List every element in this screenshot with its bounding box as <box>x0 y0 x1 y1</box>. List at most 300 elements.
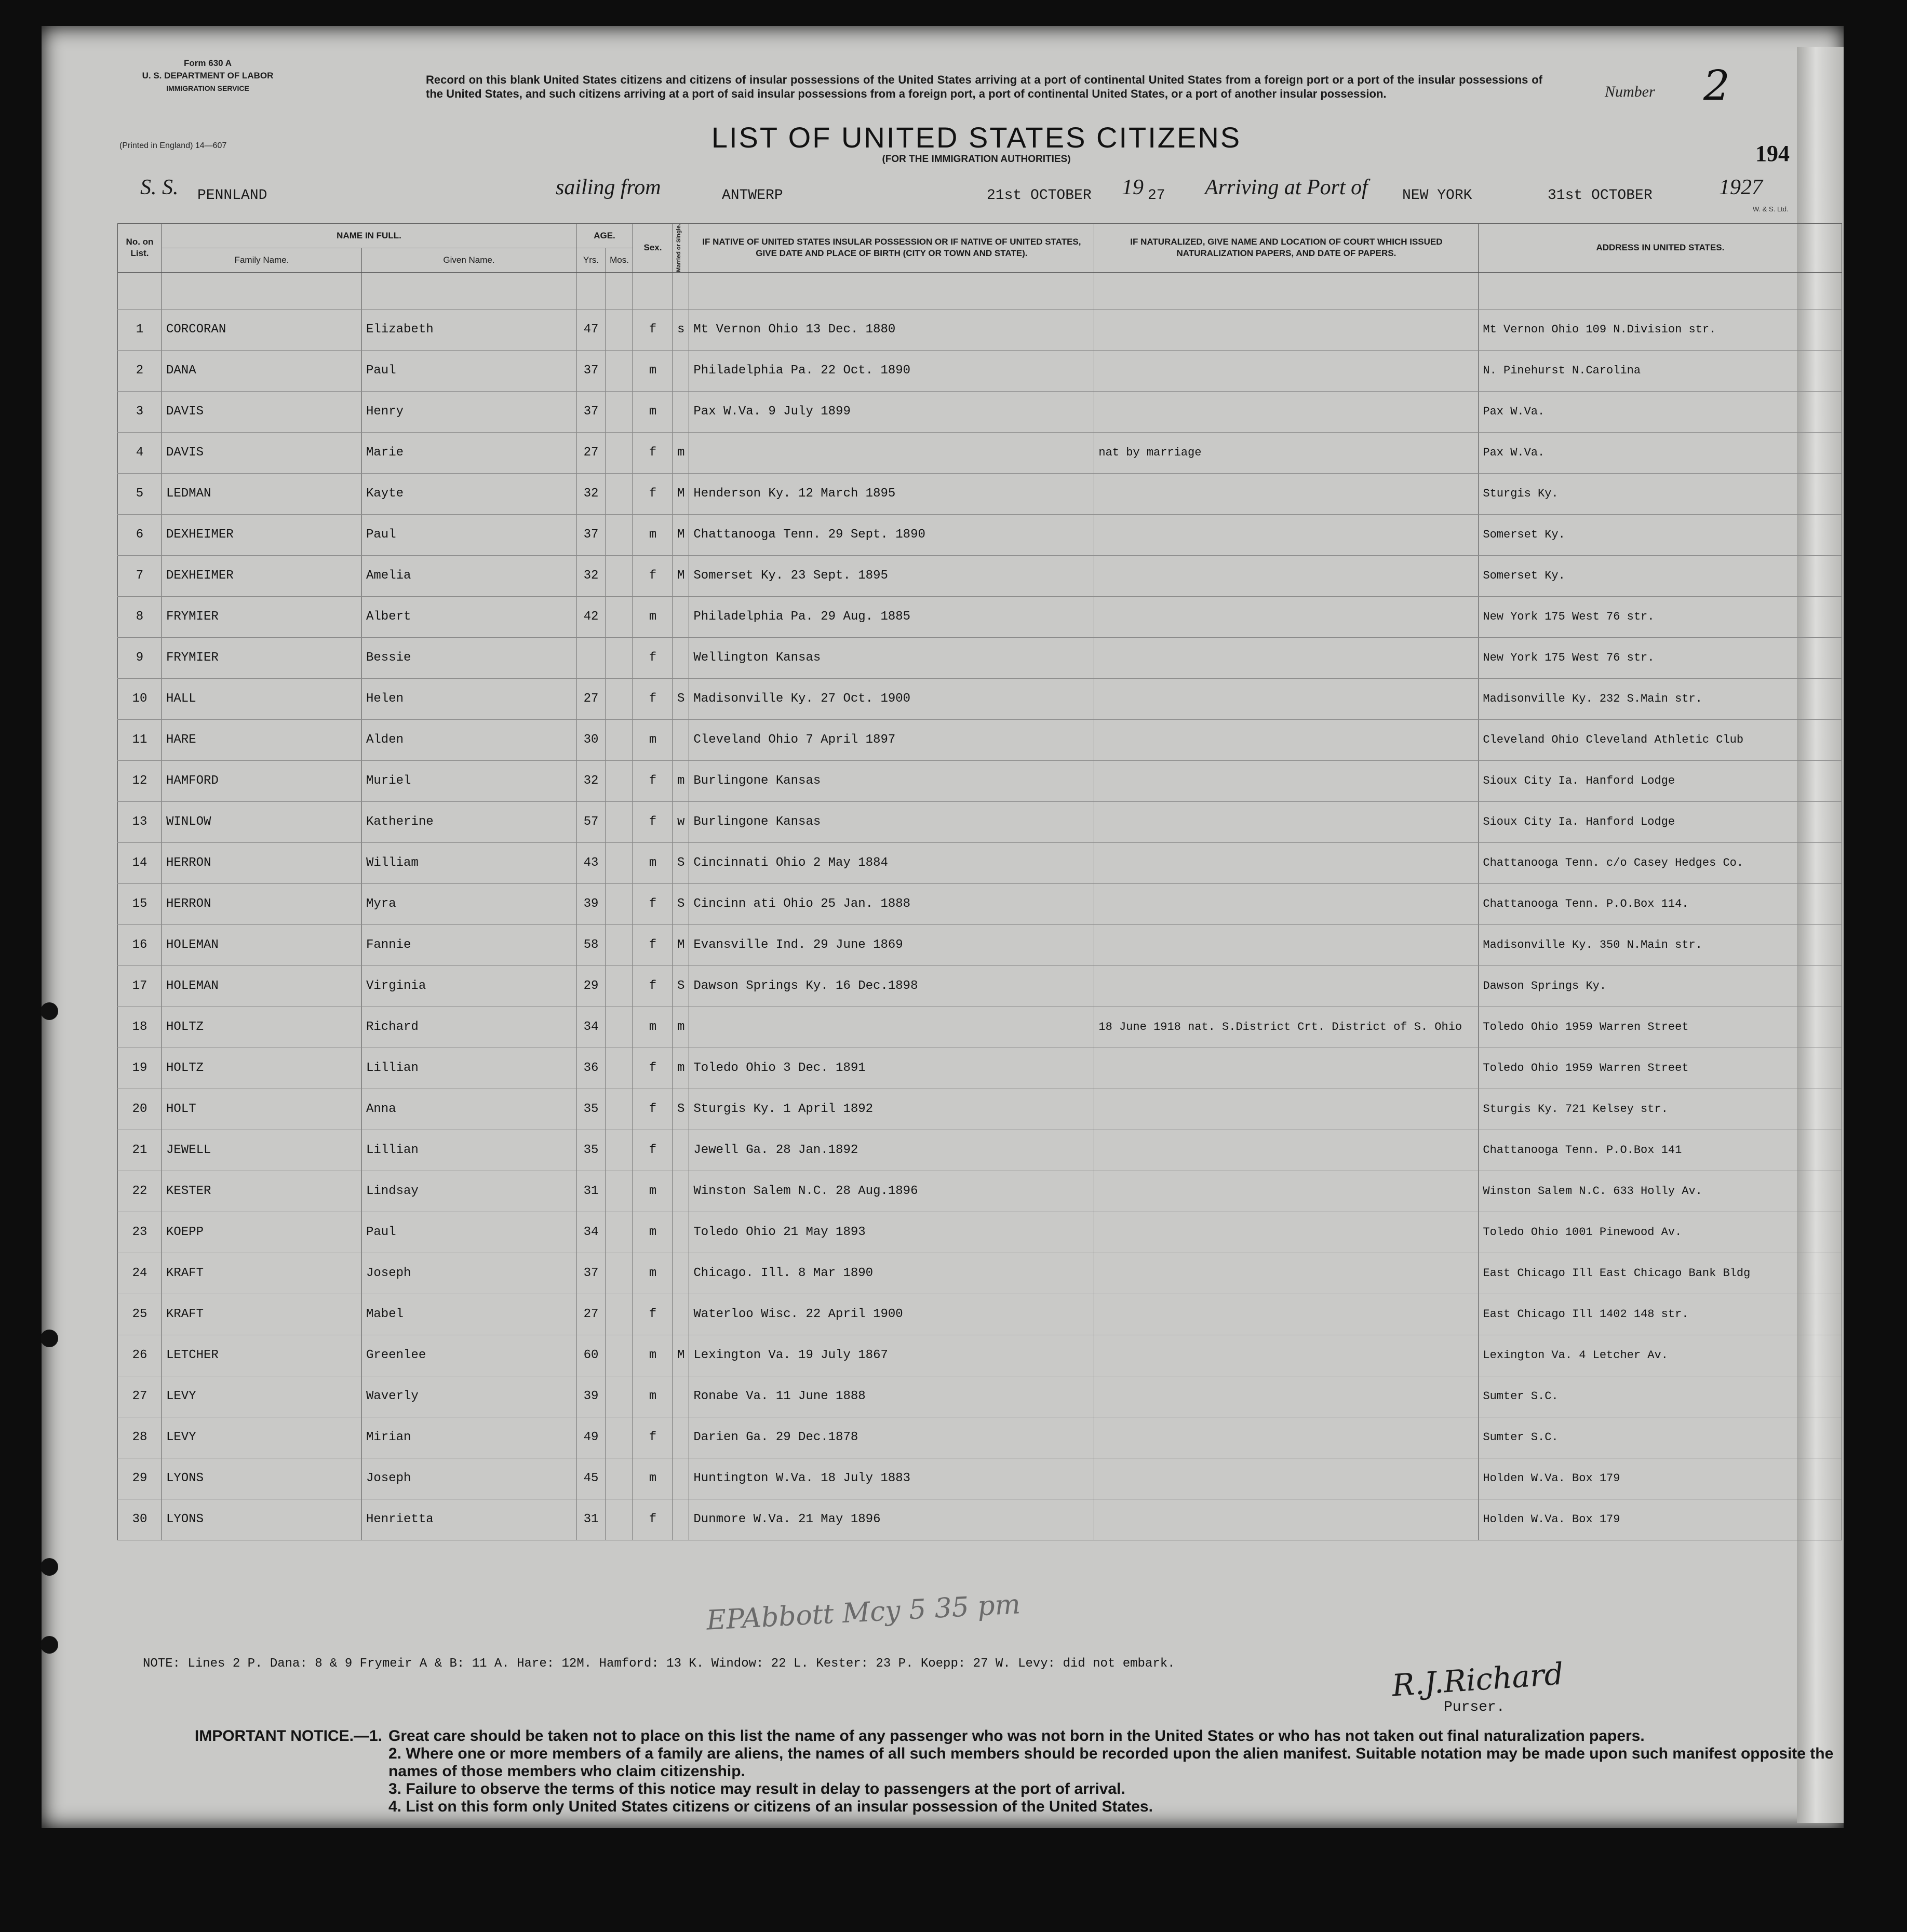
row-number: 8 <box>118 596 162 637</box>
arrival-year: 1927 <box>1719 176 1763 199</box>
given-name: Bessie <box>362 637 576 678</box>
family-name: KRAFT <box>162 1294 362 1335</box>
sailing-date: 21st OCTOBER <box>987 187 1092 204</box>
birth-place: Sturgis Ky. 1 April 1892 <box>689 1089 1094 1130</box>
family-name: HOLTZ <box>162 1007 362 1048</box>
sex: m <box>633 514 673 555</box>
row-number: 13 <box>118 801 162 842</box>
age-years: 31 <box>576 1171 606 1212</box>
table-body <box>118 272 1842 1540</box>
marital-status: s <box>673 309 689 350</box>
age-years: 43 <box>576 842 606 883</box>
birth-place: Cleveland Ohio 7 April 1897 <box>689 719 1094 760</box>
row-number: 29 <box>118 1458 162 1499</box>
birth-place: Philadelphia Pa. 22 Oct. 1890 <box>689 350 1094 391</box>
marital-status <box>673 1499 689 1540</box>
naturalization <box>1094 1335 1479 1376</box>
given-name: Katherine <box>362 801 576 842</box>
given-name: Helen <box>362 678 576 719</box>
form-number: Form 630 A <box>184 58 232 68</box>
given-name: Marie <box>362 432 576 473</box>
given-name: Joseph <box>362 1253 576 1294</box>
page-subtitle: (FOR THE IMMIGRATION AUTHORITIES) <box>882 154 1071 165</box>
age-years: 31 <box>576 1499 606 1540</box>
given-name: Henrietta <box>362 1499 576 1540</box>
address: Chattanooga Tenn. c/o Casey Hedges Co. <box>1479 842 1842 883</box>
sex: m <box>633 391 673 432</box>
sex: f <box>633 1130 673 1171</box>
age-years: 32 <box>576 760 606 801</box>
birth-place: Mt Vernon Ohio 13 Dec. 1880 <box>689 309 1094 350</box>
notice-item-1: Great care should be taken not to place on this list the name of any passenger who was not born in the United States or who has not taken out final naturalization papers. <box>388 1727 1645 1745</box>
address: Dawson Springs Ky. <box>1479 965 1842 1007</box>
sex: f <box>633 1499 673 1540</box>
age-months <box>606 842 633 883</box>
birth-place: Toledo Ohio 3 Dec. 1891 <box>689 1048 1094 1089</box>
given-name: Albert <box>362 596 576 637</box>
purser-label: Purser. <box>1444 1699 1505 1715</box>
given-name: Henry <box>362 391 576 432</box>
age-years: 57 <box>576 801 606 842</box>
sailing-from: ANTWERP <box>722 187 783 204</box>
address: Sumter S.C. <box>1479 1376 1842 1417</box>
row-number: 30 <box>118 1499 162 1540</box>
family-name: HOLEMAN <box>162 924 362 965</box>
sex: f <box>633 637 673 678</box>
purser-signature: R.J.Richard <box>1391 1656 1565 1703</box>
marital-status <box>673 719 689 760</box>
naturalization: nat by marriage <box>1094 432 1479 473</box>
address: N. Pinehurst N.Carolina <box>1479 350 1842 391</box>
table-row <box>118 391 1842 432</box>
table-row <box>118 842 1842 883</box>
age-years: 58 <box>576 924 606 965</box>
arrival-date: 31st OCTOBER <box>1548 187 1653 204</box>
marital-status <box>673 1417 689 1458</box>
ship-name: PENNLAND <box>197 187 267 204</box>
sail-year: 27 <box>1148 187 1165 204</box>
service-name: IMMIGRATION SERVICE <box>166 84 249 92</box>
naturalization <box>1094 350 1479 391</box>
sex: f <box>633 432 673 473</box>
age-months <box>606 1376 633 1417</box>
birth-place <box>689 432 1094 473</box>
sex: m <box>633 1007 673 1048</box>
birth-place: Pax W.Va. 9 July 1899 <box>689 391 1094 432</box>
table-row <box>118 350 1842 391</box>
naturalization <box>1094 514 1479 555</box>
address: Pax W.Va. <box>1479 391 1842 432</box>
table-row <box>118 514 1842 555</box>
birth-place: Waterloo Wisc. 22 April 1900 <box>689 1294 1094 1335</box>
page-title: LIST OF UNITED STATES CITIZENS <box>711 121 1242 154</box>
blank-row <box>118 272 1842 309</box>
age-months <box>606 1253 633 1294</box>
col-given: Given Name. <box>362 248 576 272</box>
manifest-page <box>42 26 1844 1828</box>
naturalization <box>1094 1048 1479 1089</box>
family-name: KESTER <box>162 1171 362 1212</box>
family-name: KRAFT <box>162 1253 362 1294</box>
notice-item-4: 4. List on this form only United States citizens or citizens of an insular possession of the United States. <box>388 1798 1153 1815</box>
naturalization <box>1094 309 1479 350</box>
naturalization <box>1094 801 1479 842</box>
birth-place: Evansville Ind. 29 June 1869 <box>689 924 1094 965</box>
birth-place: Cincinnati Ohio 2 May 1884 <box>689 842 1094 883</box>
birth-place: Somerset Ky. 23 Sept. 1895 <box>689 555 1094 596</box>
sex: f <box>633 1048 673 1089</box>
age-months <box>606 637 633 678</box>
table-header <box>118 224 1842 273</box>
age-years: 35 <box>576 1089 606 1130</box>
col-married-label: Married or Single. <box>676 224 682 272</box>
table-row <box>118 1171 1842 1212</box>
family-name: DEXHEIMER <box>162 514 362 555</box>
table-row <box>118 1417 1842 1458</box>
passenger-table <box>117 223 1842 1540</box>
address: Madisonville Ky. 232 S.Main str. <box>1479 678 1842 719</box>
address: Somerset Ky. <box>1479 514 1842 555</box>
marital-status: M <box>673 1335 689 1376</box>
family-name: DANA <box>162 350 362 391</box>
given-name: Anna <box>362 1089 576 1130</box>
naturalization <box>1094 883 1479 924</box>
age-months <box>606 596 633 637</box>
table-row <box>118 473 1842 514</box>
given-name: Kayte <box>362 473 576 514</box>
address: East Chicago Ill East Chicago Bank Bldg <box>1479 1253 1842 1294</box>
marital-status: S <box>673 842 689 883</box>
age-years: 37 <box>576 1253 606 1294</box>
age-years: 42 <box>576 596 606 637</box>
naturalization <box>1094 1253 1479 1294</box>
table-row <box>118 1253 1842 1294</box>
inspector-stamp: EPAbbott Mcy 5 35 pm <box>705 1589 1022 1636</box>
birth-place: Henderson Ky. 12 March 1895 <box>689 473 1094 514</box>
family-name: HOLT <box>162 1089 362 1130</box>
naturalization: 18 June 1918 nat. S.District Crt. District of S. Ohio <box>1094 1007 1479 1048</box>
birth-place: Lexington Va. 19 July 1867 <box>689 1335 1094 1376</box>
table-row <box>118 637 1842 678</box>
sex: f <box>633 555 673 596</box>
family-name: DEXHEIMER <box>162 555 362 596</box>
table-row <box>118 965 1842 1007</box>
sex: m <box>633 1335 673 1376</box>
given-name: Joseph <box>362 1458 576 1499</box>
row-number: 22 <box>118 1171 162 1212</box>
address: New York 175 West 76 str. <box>1479 637 1842 678</box>
age-months <box>606 1335 633 1376</box>
table-row <box>118 760 1842 801</box>
naturalization <box>1094 1212 1479 1253</box>
family-name: DAVIS <box>162 432 362 473</box>
table-row <box>118 1089 1842 1130</box>
address: Lexington Va. 4 Letcher Av. <box>1479 1335 1842 1376</box>
birth-place: Dawson Springs Ky. 16 Dec.1898 <box>689 965 1094 1007</box>
family-name: LYONS <box>162 1499 362 1540</box>
marital-status <box>673 1130 689 1171</box>
row-number: 17 <box>118 965 162 1007</box>
naturalization <box>1094 637 1479 678</box>
marital-status <box>673 1253 689 1294</box>
birth-place: Cincinn ati Ohio 25 Jan. 1888 <box>689 883 1094 924</box>
age-months <box>606 1458 633 1499</box>
col-name: NAME IN FULL. <box>162 224 576 248</box>
given-name: Lillian <box>362 1048 576 1089</box>
marital-status <box>673 1376 689 1417</box>
marital-status: M <box>673 924 689 965</box>
printed-note: (Printed in England) 14—607 <box>119 141 227 150</box>
family-name: LYONS <box>162 1458 362 1499</box>
table-row <box>118 309 1842 350</box>
sex: m <box>633 1458 673 1499</box>
col-married <box>673 224 689 273</box>
table-row <box>118 1376 1842 1417</box>
age-years: 29 <box>576 965 606 1007</box>
naturalization <box>1094 678 1479 719</box>
family-name: HOLTZ <box>162 1048 362 1089</box>
given-name: Alden <box>362 719 576 760</box>
marital-status <box>673 1212 689 1253</box>
naturalization <box>1094 1294 1479 1335</box>
col-yrs: Yrs. <box>576 248 606 272</box>
marital-status <box>673 637 689 678</box>
age-months <box>606 1089 633 1130</box>
table-row <box>118 801 1842 842</box>
age-years <box>576 637 606 678</box>
age-months <box>606 801 633 842</box>
age-months <box>606 1499 633 1540</box>
row-number: 20 <box>118 1089 162 1130</box>
row-number: 10 <box>118 678 162 719</box>
table-row <box>118 432 1842 473</box>
birth-place: Ronabe Va. 11 June 1888 <box>689 1376 1094 1417</box>
naturalization <box>1094 1458 1479 1499</box>
ss-label: S. S. <box>140 176 179 199</box>
sail-year-prefix: 19 <box>1122 176 1144 199</box>
arrival-port: NEW YORK <box>1402 187 1472 204</box>
binder-hole <box>41 1330 58 1347</box>
row-number: 18 <box>118 1007 162 1048</box>
row-number: 9 <box>118 637 162 678</box>
row-number: 1 <box>118 309 162 350</box>
marital-status: m <box>673 760 689 801</box>
age-years: 45 <box>576 1458 606 1499</box>
family-name: FRYMIER <box>162 637 362 678</box>
age-months <box>606 1212 633 1253</box>
age-years: 49 <box>576 1417 606 1458</box>
age-years: 39 <box>576 1376 606 1417</box>
row-number: 14 <box>118 842 162 883</box>
birth-place <box>689 1007 1094 1048</box>
row-number: 12 <box>118 760 162 801</box>
table-row <box>118 1212 1842 1253</box>
col-family: Family Name. <box>162 248 362 272</box>
form-header-left <box>119 57 296 95</box>
table-row <box>118 555 1842 596</box>
address: Sioux City Ia. Hanford Lodge <box>1479 801 1842 842</box>
naturalization <box>1094 473 1479 514</box>
birth-place: Darien Ga. 29 Dec.1878 <box>689 1417 1094 1458</box>
important-notice <box>143 1727 1836 1816</box>
col-sex: Sex. <box>633 224 673 273</box>
birth-place: Chattanooga Tenn. 29 Sept. 1890 <box>689 514 1094 555</box>
age-years: 34 <box>576 1212 606 1253</box>
address: Sturgis Ky. 721 Kelsey str. <box>1479 1089 1842 1130</box>
marital-status: M <box>673 514 689 555</box>
family-name: HAMFORD <box>162 760 362 801</box>
address: Holden W.Va. Box 179 <box>1479 1499 1842 1540</box>
given-name: Mabel <box>362 1294 576 1335</box>
row-number: 23 <box>118 1212 162 1253</box>
marital-status <box>673 1294 689 1335</box>
age-months <box>606 965 633 1007</box>
address: East Chicago Ill 1402 148 str. <box>1479 1294 1842 1335</box>
age-months <box>606 719 633 760</box>
age-months <box>606 555 633 596</box>
age-months <box>606 924 633 965</box>
address: Toledo Ohio 1959 Warren Street <box>1479 1048 1842 1089</box>
given-name: Mirian <box>362 1417 576 1458</box>
department-name: U. S. DEPARTMENT OF LABOR <box>142 71 274 81</box>
family-name: HOLEMAN <box>162 965 362 1007</box>
given-name: Greenlee <box>362 1335 576 1376</box>
address: Toledo Ohio 1001 Pinewood Av. <box>1479 1212 1842 1253</box>
age-months <box>606 432 633 473</box>
page-number: 194 <box>1755 141 1790 166</box>
col-mos: Mos. <box>606 248 633 272</box>
sex: f <box>633 760 673 801</box>
marital-status: m <box>673 1007 689 1048</box>
marital-status: w <box>673 801 689 842</box>
naturalization <box>1094 1376 1479 1417</box>
row-number: 27 <box>118 1376 162 1417</box>
address: Winston Salem N.C. 633 Holly Av. <box>1479 1171 1842 1212</box>
address: Cleveland Ohio Cleveland Athletic Club <box>1479 719 1842 760</box>
col-naturalized: IF NATURALIZED, GIVE NAME AND LOCATION OF COURT WHICH ISSUED NATURALIZATION PAPERS, AND DATE OF PAPERS. <box>1094 224 1479 273</box>
naturalization <box>1094 391 1479 432</box>
row-number: 7 <box>118 555 162 596</box>
given-name: Paul <box>362 514 576 555</box>
given-name: Amelia <box>362 555 576 596</box>
address: Toledo Ohio 1959 Warren Street <box>1479 1007 1842 1048</box>
note-line: NOTE: Lines 2 P. Dana: 8 & 9 Frymeir A & B: 11 A. Hare: 12M. Hamford: 13 K. Window: 22 L. Kester: 23 P. Koepp: 27 W. Levy: did not embark. <box>143 1657 1175 1671</box>
birth-place: Philadelphia Pa. 29 Aug. 1885 <box>689 596 1094 637</box>
table-row <box>118 596 1842 637</box>
age-months <box>606 1007 633 1048</box>
notice-item-3: 3. Failure to observe the terms of this notice may result in delay to passengers at the port of arrival. <box>388 1780 1125 1797</box>
address: Pax W.Va. <box>1479 432 1842 473</box>
age-years: 36 <box>576 1048 606 1089</box>
birth-place: Toledo Ohio 21 May 1893 <box>689 1212 1094 1253</box>
table-row <box>118 678 1842 719</box>
family-name: HERRON <box>162 883 362 924</box>
table-row <box>118 1499 1842 1540</box>
number-label: Number <box>1605 83 1655 100</box>
row-number: 16 <box>118 924 162 965</box>
row-number: 2 <box>118 350 162 391</box>
address: New York 175 West 76 str. <box>1479 596 1842 637</box>
sex: f <box>633 924 673 965</box>
age-months <box>606 1417 633 1458</box>
sex: m <box>633 1171 673 1212</box>
age-years: 37 <box>576 350 606 391</box>
table-row <box>118 1007 1842 1048</box>
age-months <box>606 1130 633 1171</box>
family-name: FRYMIER <box>162 596 362 637</box>
age-months <box>606 760 633 801</box>
age-months <box>606 1294 633 1335</box>
table-row <box>118 924 1842 965</box>
family-name: HALL <box>162 678 362 719</box>
address: Holden W.Va. Box 179 <box>1479 1458 1842 1499</box>
sex: m <box>633 1253 673 1294</box>
family-name: KOEPP <box>162 1212 362 1253</box>
address: Mt Vernon Ohio 109 N.Division str. <box>1479 309 1842 350</box>
birth-place: Huntington W.Va. 18 July 1883 <box>689 1458 1094 1499</box>
row-number: 5 <box>118 473 162 514</box>
marital-status <box>673 596 689 637</box>
binder-hole <box>41 1636 58 1654</box>
family-name: DAVIS <box>162 391 362 432</box>
row-number: 11 <box>118 719 162 760</box>
sex: f <box>633 473 673 514</box>
naturalization <box>1094 924 1479 965</box>
address: Somerset Ky. <box>1479 555 1842 596</box>
row-number: 25 <box>118 1294 162 1335</box>
binder-hole <box>41 1002 58 1020</box>
given-name: Paul <box>362 1212 576 1253</box>
age-years: 37 <box>576 514 606 555</box>
number-value: 2 <box>1703 61 1730 110</box>
sailing-label: sailing from <box>556 176 661 199</box>
col-birth: IF NATIVE OF UNITED STATES INSULAR POSSESSION OR IF NATIVE OF UNITED STATES, GIVE DATE AND PLACE OF BIRTH (CITY OR TOWN AND STATE). <box>689 224 1094 273</box>
age-months <box>606 350 633 391</box>
family-name: LEDMAN <box>162 473 362 514</box>
notice-heading: IMPORTANT NOTICE.—1. <box>194 1727 382 1745</box>
sex: f <box>633 1294 673 1335</box>
marital-status <box>673 391 689 432</box>
marital-status: m <box>673 432 689 473</box>
age-years: 32 <box>576 555 606 596</box>
table-row <box>118 1335 1842 1376</box>
age-years: 30 <box>576 719 606 760</box>
sex: m <box>633 842 673 883</box>
sex: f <box>633 801 673 842</box>
given-name: Paul <box>362 350 576 391</box>
age-years: 32 <box>576 473 606 514</box>
row-number: 21 <box>118 1130 162 1171</box>
marital-status <box>673 350 689 391</box>
family-name: CORCORAN <box>162 309 362 350</box>
row-number: 4 <box>118 432 162 473</box>
family-name: HERRON <box>162 842 362 883</box>
birth-place: Burlingone Kansas <box>689 760 1094 801</box>
given-name: William <box>362 842 576 883</box>
age-years: 47 <box>576 309 606 350</box>
address: Sturgis Ky. <box>1479 473 1842 514</box>
sex: f <box>633 1417 673 1458</box>
naturalization <box>1094 555 1479 596</box>
naturalization <box>1094 760 1479 801</box>
birth-place: Jewell Ga. 28 Jan.1892 <box>689 1130 1094 1171</box>
given-name: Fannie <box>362 924 576 965</box>
sex: f <box>633 309 673 350</box>
age-months <box>606 1171 633 1212</box>
marital-status <box>673 1171 689 1212</box>
table-row <box>118 1458 1842 1499</box>
given-name: Lindsay <box>362 1171 576 1212</box>
